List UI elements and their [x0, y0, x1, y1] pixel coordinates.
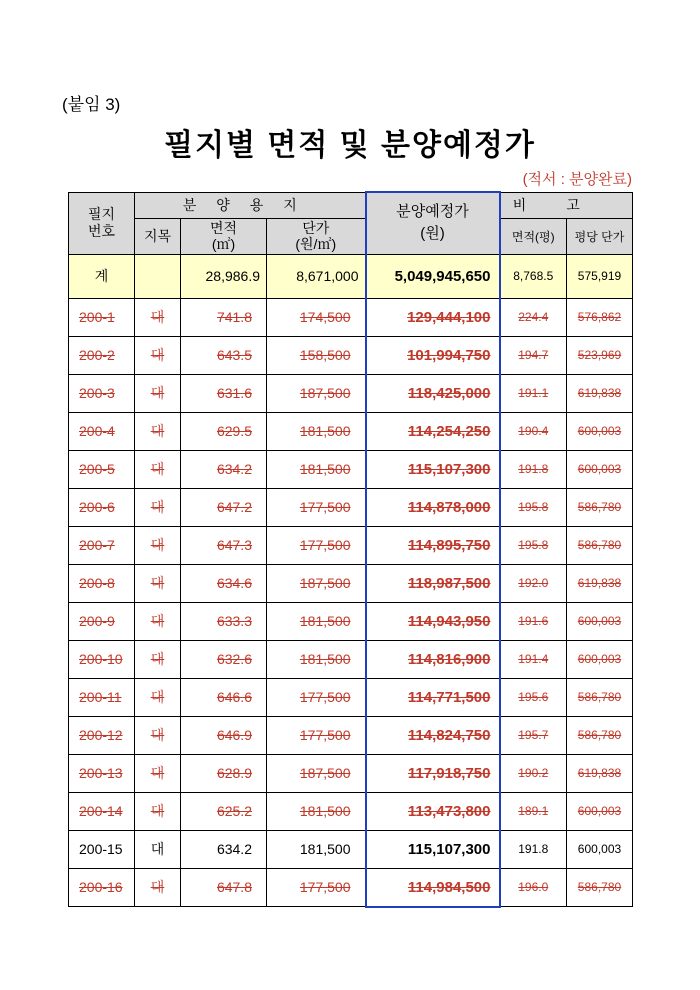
cell-area	[181, 374, 267, 412]
cell-price	[366, 488, 500, 526]
cell-price-per-pyeong	[567, 640, 633, 678]
cell-price-per-pyeong	[567, 716, 633, 754]
cell-area	[181, 526, 267, 564]
parcel-number-text: 200-5	[79, 461, 115, 477]
cell-parcel-number	[69, 298, 135, 336]
cell-unit-price	[267, 716, 366, 754]
area-text: 646.6	[216, 689, 252, 705]
col-category-header: 지목	[135, 218, 181, 254]
price-text: 117,918,750	[407, 764, 491, 782]
cell-category	[135, 450, 181, 488]
price-per-pyeong-text: 600,003	[577, 804, 622, 818]
table-row	[69, 488, 633, 526]
cell-unit-price	[267, 564, 366, 602]
price-text: 114,878,000	[407, 498, 491, 516]
col-unit-price-header: 단가 (원/㎡)	[267, 218, 366, 254]
cell-area-pyeong	[500, 564, 567, 602]
cell-parcel-number	[69, 678, 135, 716]
cell-price	[366, 754, 500, 792]
category-text: 대	[150, 385, 165, 401]
area-pyeong-text: 195.8	[518, 538, 549, 552]
cell-price-per-pyeong	[567, 336, 633, 374]
category-text: 대	[150, 689, 165, 705]
col-price-per-pyeong-header: 평당 단가	[567, 218, 633, 254]
cell-price-per-pyeong	[567, 298, 633, 336]
area-pyeong-text: 224.4	[518, 310, 549, 324]
col-area-pyeong-header: 면적(평)	[500, 218, 567, 254]
cell-price	[366, 792, 500, 830]
area-text: 632.6	[216, 651, 252, 667]
cell-area	[181, 716, 267, 754]
cell-category	[135, 640, 181, 678]
category-text: 대	[150, 309, 165, 325]
parcel-number-text: 200-10	[79, 651, 123, 667]
cell-unit-price	[267, 374, 366, 412]
price-text: 101,994,750	[407, 346, 491, 364]
price-text: 118,987,500	[407, 574, 491, 592]
table-row	[69, 792, 633, 830]
cell-price-per-pyeong	[567, 830, 633, 868]
header-row-2	[69, 218, 633, 254]
area-text: 647.3	[216, 537, 252, 553]
page-title: 필지별 면적 및 분양예정가	[164, 129, 536, 162]
area-pyeong-text: 195.8	[518, 500, 549, 514]
table-row	[69, 374, 633, 412]
price-per-pyeong-text: 619,838	[577, 766, 622, 780]
cell-price	[366, 412, 500, 450]
cell-price	[366, 564, 500, 602]
cell-price	[366, 868, 500, 907]
price-per-pyeong-text: 586,780	[577, 880, 622, 895]
cell-area	[181, 564, 267, 602]
parcel-number-text: 200-14	[79, 803, 123, 819]
legend-note: (적서 : 분양완료)	[522, 171, 632, 188]
cell-category	[135, 488, 181, 526]
parcel-number-text: 200-1	[79, 309, 115, 325]
total-area: 28,986.9	[181, 254, 267, 298]
total-price-per-pyeong: 575,919	[567, 254, 633, 298]
cell-unit-price	[267, 526, 366, 564]
area-pyeong-text: 191.1	[518, 386, 549, 400]
total-label: 계	[69, 254, 135, 298]
cell-area	[181, 678, 267, 716]
cell-area-pyeong	[500, 678, 567, 716]
header-row-1	[69, 192, 633, 218]
area-text: 634.2	[216, 841, 252, 857]
cell-category	[135, 564, 181, 602]
parcel-number-text: 200-16	[79, 879, 123, 896]
group-remark-header: 비고	[500, 192, 633, 218]
cell-area-pyeong	[500, 868, 567, 907]
cell-price	[366, 830, 500, 868]
cell-area	[181, 640, 267, 678]
parcel-number-text: 200-8	[79, 575, 115, 591]
cell-parcel-number	[69, 792, 135, 830]
cell-parcel-number	[69, 450, 135, 488]
cell-parcel-number	[69, 374, 135, 412]
area-text: 647.8	[216, 879, 252, 896]
cell-unit-price	[267, 450, 366, 488]
group-land-header: 분양용지	[135, 192, 366, 218]
area-pyeong-text: 190.4	[518, 424, 549, 438]
cell-parcel-number	[69, 488, 135, 526]
area-pyeong-text: 189.1	[518, 804, 549, 818]
cell-price-per-pyeong	[567, 792, 633, 830]
area-pyeong-text: 196.0	[518, 880, 549, 895]
area-pyeong-text: 191.6	[518, 614, 549, 628]
cell-parcel-number	[69, 336, 135, 374]
cell-parcel-number	[69, 716, 135, 754]
unit-price-text: 181,500	[299, 461, 351, 477]
cell-price	[366, 678, 500, 716]
cell-area-pyeong	[500, 716, 567, 754]
total-price: 5,049,945,650	[366, 254, 500, 298]
unit-price-text: 177,500	[299, 727, 351, 743]
area-text: 741.8	[216, 309, 252, 325]
cell-category	[135, 374, 181, 412]
total-row	[69, 254, 633, 298]
price-text: 115,107,300	[407, 840, 491, 858]
cell-category	[135, 754, 181, 792]
col-area-header: 면적 (㎡)	[181, 218, 267, 254]
unit-price-text: 187,500	[299, 575, 351, 591]
cell-category	[135, 526, 181, 564]
cell-price	[366, 336, 500, 374]
area-text: 633.3	[216, 613, 252, 629]
table-row	[69, 640, 633, 678]
unit-price-text: 187,500	[299, 385, 351, 401]
unit-price-text: 181,500	[299, 423, 351, 439]
cell-category	[135, 830, 181, 868]
price-per-pyeong-text: 600,003	[577, 614, 622, 628]
category-text: 대	[150, 651, 165, 667]
category-text: 대	[150, 499, 165, 515]
category-text: 대	[150, 765, 165, 781]
cell-price-per-pyeong	[567, 678, 633, 716]
price-text: 114,943,950	[407, 612, 491, 630]
cell-category	[135, 868, 181, 907]
price-text: 113,473,800	[407, 802, 491, 820]
price-text: 114,254,250	[407, 422, 491, 440]
cell-price-per-pyeong	[567, 412, 633, 450]
unit-price-text: 181,500	[299, 613, 351, 629]
cell-area-pyeong	[500, 640, 567, 678]
category-text: 대	[150, 879, 165, 896]
cell-area	[181, 488, 267, 526]
price-per-pyeong-text: 600,003	[577, 462, 622, 476]
area-pyeong-text: 192.0	[518, 576, 549, 590]
cell-area-pyeong	[500, 830, 567, 868]
cell-area-pyeong	[500, 336, 567, 374]
table-row	[69, 602, 633, 640]
table-row	[69, 754, 633, 792]
parcel-number-text: 200-12	[79, 727, 123, 743]
price-text: 115,107,300	[407, 460, 491, 478]
cell-area-pyeong	[500, 754, 567, 792]
cell-price-per-pyeong	[567, 374, 633, 412]
unit-price-text: 177,500	[299, 689, 351, 705]
unit-price-text: 174,500	[299, 309, 351, 325]
total-unit-price: 8,671,000	[267, 254, 366, 298]
cell-area	[181, 792, 267, 830]
cell-unit-price	[267, 412, 366, 450]
cell-price-per-pyeong	[567, 488, 633, 526]
cell-price	[366, 450, 500, 488]
cell-area-pyeong	[500, 298, 567, 336]
cell-area	[181, 298, 267, 336]
table-row	[69, 868, 633, 907]
unit-price-text: 181,500	[299, 803, 351, 819]
cell-unit-price	[267, 602, 366, 640]
cell-parcel-number	[69, 526, 135, 564]
unit-price-text: 177,500	[299, 499, 351, 515]
total-area-pyeong: 8,768.5	[500, 254, 567, 298]
cell-price	[366, 526, 500, 564]
cell-unit-price	[267, 830, 366, 868]
parcel-number-text: 200-15	[79, 841, 123, 857]
unit-price-text: 158,500	[299, 347, 351, 363]
cell-category	[135, 678, 181, 716]
table-row	[69, 526, 633, 564]
cell-area-pyeong	[500, 488, 567, 526]
cell-price	[366, 602, 500, 640]
cell-unit-price	[267, 488, 366, 526]
category-text: 대	[150, 537, 165, 553]
price-per-pyeong-text: 600,003	[577, 424, 622, 438]
price-per-pyeong-text: 586,780	[577, 728, 622, 742]
unit-price-text: 181,500	[299, 651, 351, 667]
price-per-pyeong-text: 619,838	[577, 386, 622, 400]
cell-parcel-number	[69, 640, 135, 678]
cell-unit-price	[267, 792, 366, 830]
area-pyeong-text: 191.4	[518, 652, 549, 666]
cell-parcel-number	[69, 830, 135, 868]
area-text: 629.5	[216, 423, 252, 439]
cell-area	[181, 868, 267, 907]
cell-parcel-number	[69, 868, 135, 907]
cell-area-pyeong	[500, 374, 567, 412]
cell-unit-price	[267, 678, 366, 716]
total-category	[135, 254, 181, 298]
category-text: 대	[150, 347, 165, 363]
table-row	[69, 564, 633, 602]
cell-price-per-pyeong	[567, 564, 633, 602]
category-text: 대	[150, 803, 165, 819]
category-text: 대	[150, 841, 165, 857]
parcel-number-text: 200-3	[79, 385, 115, 401]
cell-area	[181, 754, 267, 792]
cell-price-per-pyeong	[567, 602, 633, 640]
cell-area-pyeong	[500, 450, 567, 488]
cell-area-pyeong	[500, 602, 567, 640]
table-row	[69, 716, 633, 754]
price-per-pyeong-text: 586,780	[577, 690, 622, 704]
cell-parcel-number	[69, 564, 135, 602]
cell-unit-price	[267, 640, 366, 678]
cell-unit-price	[267, 754, 366, 792]
cell-price	[366, 298, 500, 336]
area-pyeong-text: 191.8	[518, 462, 549, 476]
table-row	[69, 830, 633, 868]
parcel-price-table	[68, 191, 633, 908]
parcel-number-text: 200-6	[79, 499, 115, 515]
cell-parcel-number	[69, 412, 135, 450]
cell-category	[135, 602, 181, 640]
col-price-header: 분양예정가 (원)	[366, 192, 500, 254]
price-text: 114,895,750	[407, 536, 491, 554]
area-text: 647.2	[216, 499, 252, 515]
cell-price-per-pyeong	[567, 754, 633, 792]
cell-price-per-pyeong	[567, 526, 633, 564]
parcel-number-text: 200-7	[79, 537, 115, 553]
cell-category	[135, 412, 181, 450]
category-text: 대	[150, 727, 165, 743]
area-pyeong-text: 191.8	[518, 842, 549, 856]
unit-price-text: 181,500	[299, 841, 351, 857]
parcel-number-text: 200-2	[79, 347, 115, 363]
cell-price-per-pyeong	[567, 450, 633, 488]
col-parcel-header: 필지 번호	[69, 192, 135, 254]
attachment-label: (붙임 3)	[62, 95, 121, 114]
price-text: 114,771,500	[407, 688, 491, 706]
price-text: 114,984,500	[407, 878, 491, 896]
cell-area-pyeong	[500, 526, 567, 564]
cell-category	[135, 716, 181, 754]
cell-price	[366, 640, 500, 678]
area-pyeong-text: 190.2	[518, 766, 549, 780]
price-per-pyeong-text: 600,003	[577, 652, 622, 666]
price-text: 129,444,100	[407, 308, 491, 326]
table-row	[69, 298, 633, 336]
table-row	[69, 412, 633, 450]
area-text: 625.2	[216, 803, 252, 819]
price-per-pyeong-text: 600,003	[577, 842, 622, 856]
cell-price	[366, 374, 500, 412]
cell-unit-price	[267, 868, 366, 907]
parcel-number-text: 200-4	[79, 423, 115, 439]
area-text: 631.6	[216, 385, 252, 401]
cell-area	[181, 602, 267, 640]
area-text: 634.6	[216, 575, 252, 591]
cell-area	[181, 412, 267, 450]
cell-area	[181, 336, 267, 374]
price-text: 118,425,000	[407, 384, 491, 402]
area-pyeong-text: 195.7	[518, 728, 549, 742]
price-per-pyeong-text: 523,969	[577, 348, 622, 362]
area-pyeong-text: 194.7	[518, 348, 549, 362]
cell-area-pyeong	[500, 412, 567, 450]
area-pyeong-text: 195.6	[518, 690, 549, 704]
price-per-pyeong-text: 576,862	[577, 310, 622, 324]
category-text: 대	[150, 461, 165, 477]
cell-price-per-pyeong	[567, 868, 633, 907]
area-text: 646.9	[216, 727, 252, 743]
area-text: 643.5	[216, 347, 252, 363]
cell-parcel-number	[69, 754, 135, 792]
parcel-number-text: 200-13	[79, 765, 123, 781]
unit-price-text: 177,500	[299, 879, 351, 896]
cell-category	[135, 792, 181, 830]
category-text: 대	[150, 575, 165, 591]
cell-unit-price	[267, 298, 366, 336]
cell-area-pyeong	[500, 792, 567, 830]
table-row	[69, 678, 633, 716]
category-text: 대	[150, 613, 165, 629]
price-per-pyeong-text: 619,838	[577, 576, 622, 590]
cell-category	[135, 336, 181, 374]
unit-price-text: 177,500	[299, 537, 351, 553]
price-text: 114,824,750	[407, 726, 491, 744]
cell-area	[181, 450, 267, 488]
cell-area	[181, 830, 267, 868]
parcel-rows	[69, 298, 633, 907]
cell-unit-price	[267, 336, 366, 374]
area-text: 634.2	[216, 461, 252, 477]
cell-category	[135, 298, 181, 336]
parcel-number-text: 200-11	[79, 689, 122, 705]
parcel-number-text: 200-9	[79, 613, 115, 629]
price-per-pyeong-text: 586,780	[577, 500, 622, 514]
category-text: 대	[150, 423, 165, 439]
cell-parcel-number	[69, 602, 135, 640]
area-text: 628.9	[216, 765, 252, 781]
table-row	[69, 336, 633, 374]
cell-price	[366, 716, 500, 754]
table-row	[69, 450, 633, 488]
price-per-pyeong-text: 586,780	[577, 538, 622, 552]
unit-price-text: 187,500	[299, 765, 351, 781]
price-text: 114,816,900	[407, 650, 491, 668]
